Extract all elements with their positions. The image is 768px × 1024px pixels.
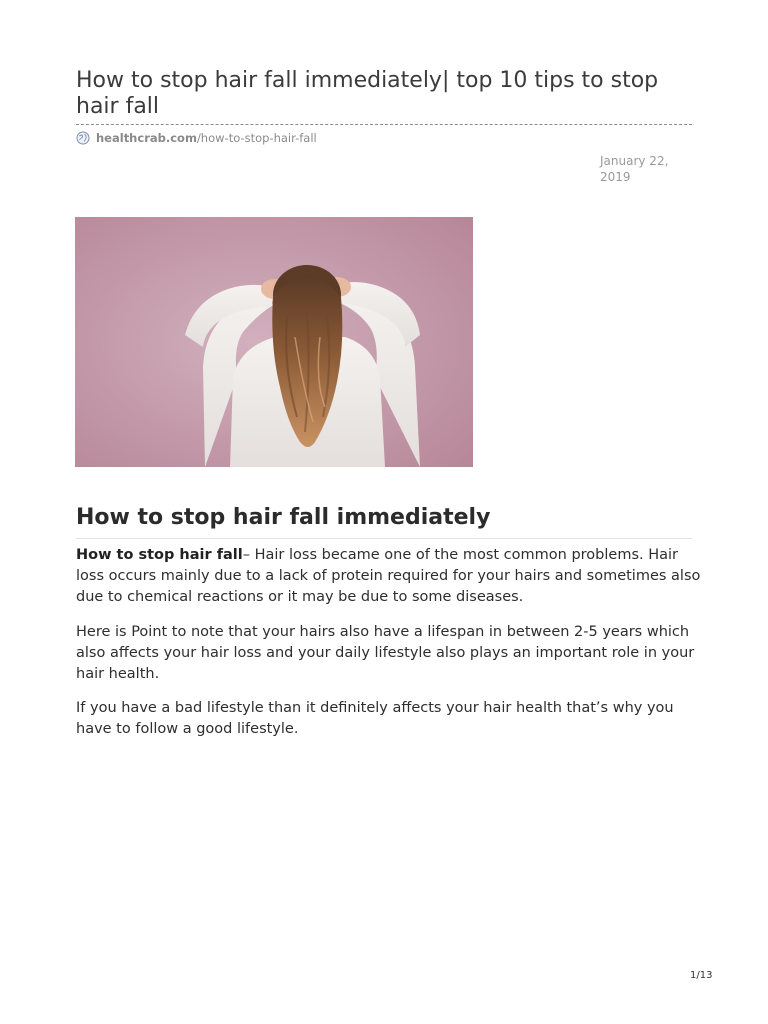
article-title: How to stop hair fall immediately| top 10 tips to stop hair fall — [76, 68, 659, 119]
publish-date-line2: 2019 — [600, 170, 631, 184]
title-divider — [76, 124, 692, 125]
publish-date-line1: January 22, — [600, 154, 669, 168]
globe-icon — [76, 131, 90, 145]
page-number: 1/13 — [690, 970, 713, 981]
source-domain[interactable]: healthcrab.com — [96, 131, 197, 145]
hero-image — [75, 217, 473, 467]
paragraph-intro-lead: How to stop hair fall — [76, 547, 243, 563]
paragraph-intro — [76, 545, 701, 608]
section-heading: How to stop hair fall immediately — [76, 504, 692, 539]
source-link[interactable] — [76, 130, 317, 146]
paragraph-lifestyle: If you have a bad lifestyle than it definitely affects your hair health that’s why you have to follow a good lifestyle. — [76, 700, 674, 737]
publish-date — [600, 153, 680, 185]
paragraph-lifespan: Here is Point to note that your hairs also have a lifespan in between 2-5 years which also affects your hair loss and your daily lifestyle also plays an important role in your hair health. — [76, 624, 695, 682]
paragraph-intro-text: – Hair loss became one of the most common problems. Hair loss occurs mainly due to a lack of protein required for your hairs and sometimes also due to chemical reactions or it may be due to some diseases. — [76, 547, 701, 605]
photo-woman-holding-hair-icon — [75, 217, 473, 467]
source-path[interactable]: /how-to-stop-hair-fall — [196, 131, 317, 145]
